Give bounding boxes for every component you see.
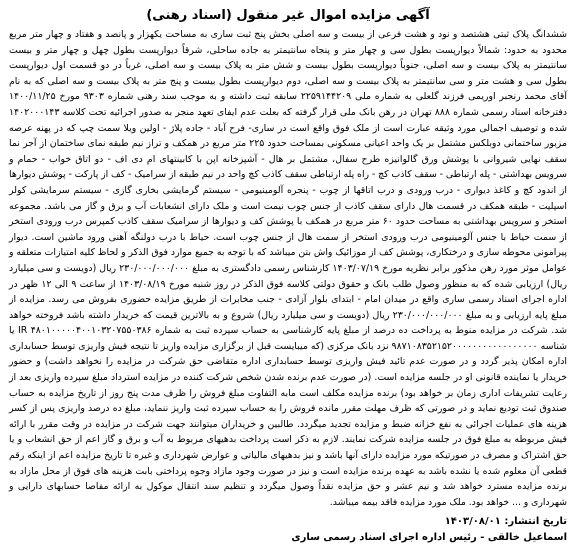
- notice-body: ششدانگ پلاک ثبتی هشتصد و نود و هشت فرعی از بیست و سه اصلی بخش پنج ثبت ساری به مساحت یکهزار و پانصد و هفتاد و چهار متر مربع محدود به حدود: شمالاً دیوارپست بطول سی و چهار متر و پنجاه سانتیمتر به جاده ساحلی، شرقاً دیوارپست بطول چهل و چهار متر و بیست سانتیمتر به پلاک بیست و سه اصلی، جنوباً دیوارپست بطول بیست و شش متر به پلاک بیست و سه اصلی، غرباً در دو قسمت اول دیوارپست بطول سی و هشت متر و سی سانتیمتر به پلاک بیست و سه اصلی، دوم دیوارپست بطول بیست و پنج متر به پلاک بیست و سه اصلی که به نام آقای محمد رنجبر اوریمی فرزند گلعلی به شماره ملی ۲۲۵۹۱۴۴۲۰۹ سابقه ثبت داشته و به موجب سند رهنی شماره ۹۳۰۳ مورخ ۱۴۰۰/۱۱/۲۵ دفترخانه اسناد رسمی شماره ۸۸۸ تهران در رهن بانک ملی قرار گرفته که بعلت عدم ایفای تعهد منجر به صدور اجرائیه تحت کلاسه ۱۴۰۲۰۰۰۱۴۳ شده و توصیف اجمالی مورد وثیقه عبارت است از ملک فوق واقع است در ساری- فرح آباد - جاده پلاژ - اولین ویلا سمت چپ که در پهنه عرصه مزبور ساختمانی دوبلکس مشتمل بر یک واحد اعیانی مسکونی بمساحت حدود ۲۲۵ متر مربع در همکف و تراز نیم طبقه نمای ساختمان از آجر نما سقف نهایی شیروانی با پوشش ورق گالوانیزه طرح سفال، مشتمل بر هال - آشپزخانه اپن با کابینتهای ام دی اف - دو اتاق خواب - حمام و سرویس بهداشتی - پله ارتباطی - سقف کاذب کچ - راه پله ارتباطی سقف کاذب کچ واحد در نیم طبقه از سرامیک - کف از پارکت - پوشش دیوارها از اندود کچ و کاغذ دیواری - درب ورودی و درب اتاقها از چوب - پنجره آلومینیومی - سیستم گرمایشی بخاری گازی - سیستم سرمایشی کولر اسپلیت - طبقه همکف در قسمت هال دارای سقف کاذب از جنس چوب نیمت است و ملک دارای انشعابات آب و برق و گاز می باشد. مجموعه استخر و سرویس بهداشتی به مساحت حدود ۶۰ متر مربع در همکف با پوشش کف و دیوارها از سرامیک سقف کاذب کمپرس درب ورودی استخر از سمت حیاط با جنس آلومینیومی درب ورودی استخر از سمت هال از جنس چوب است. حیاط با درب دولنگه آهنی ورود ماشین است. دیوار پیرامونی محوطه سازی و درختکاری، پوشش کف از موزائیک واش بتن میباشد که با توجه به جمیع موارد فوق الذکر و لحاظ کلیه امتیازات متعلقه و عوامل موثر مورد رهن مذکور برابر نظریه مورخ ۱۴۰۳/۰۷/۱۹ کارشناس رسمی دادگستری به مبلغ ۲۳۰/۰۰۰/۰۰۰/۰۰۰ ریال (دویست و سی میلیارد ریال) ارزیابی شده که به منظور وصول طلب بانک و حقوق دولتی کلاسه فوق الذکر در روز شنبه مورخ ۱۴۰۳/۰۸/۱۹ از ساعت ۹ الی ۱۲ ظهر در اداره اجرای اسناد رسمی ساری واقع در میدان امام - ابتدای بلوار آزادی - جنب مخابرات از طریق مزایده حضوری بفروش می رسد. مزایده از مبلغ پایه ارزیابی و به مبلغ ۲۳۰/۰۰۰/۰۰۰/۰۰۰ ریال (دویست و سی میلیارد ریال) شروع و به بالاترین قیمت که خریدار داشته باشد فروخته خواهد شد. شرکت در مزایده منوط به پرداخت ده درصد از مبلغ پایه کارشناسی به حساب سپرده ثبت به شماره IR ۴۸۰۱۰۰۰۰۰۴۰۰۱۰۳۲۰۷۵۵۰۳۸۶ یا شناسه ۹۸۷۱۰۸۳۵۲۱۵۲۰۰۰۰۰۰۰۰۰۰۰۰۰۰۰۰۰ نزد بانک مرکزی (که میبایست قبل از برگزاری مزایده واریز تا نتیجه فیش واریزی توسط حسابداری اداره امکان پذیر گردد و در صورت عدم تائید فیش واریزی توسط حسابداری اداره متقاضی حق شرکت در مزایده را نخواهد داشت) و حضور خریدار یا نماینده قانونی او در جلسه مزایده است. (در صورت عدم برنده شدن شخص شرکت کننده در مزایده استرداد مبلغ سپرده واریزی بعد از رعایت تشریفات اداری زمان بر خواهد بود) برنده مزایده مکلف است مابه التفاوت مبلغ فروش را ظرف مدت پنج روز از تاریخ مزایده به حساب صندوق ثبت تودیع نماید و در صورتی که ظرف مهلت مقرر مانده فروش را به حساب سپرده ثبت واریز ننماید، مبلغ ده درصد واریزی پس از کسر هزینه های عملیات اجرائی به نفع خزانه ضبط و مزایده تجدید میگردد. طالبین و خریداران میتوانند جهت شرکت در مزایده در وقت مقرر با ارائه فیش مربوطه به مبلغ فوق در جلسه مزایده شرکت نمایند. لازم به ذکر است پرداخت بدهیهای مربوط به آب و برق و گاز اعم از حق انشعاب و یا حق اشتراک و مصرف در صورتیکه مورد مزایده دارای آنها باشد و نیز بدهیهای مالیاتی و عوارض شهرداری و غیره تا تاریخ مزایده اعم از اینکه رقم قطعی آن معلوم شده یا نشده باشد به عهده برنده مزایده است و نیز در صورت وجود مازاد وجوه پرداختی بابت هزینه های فوق از محل مازاد به برنده مزایده مسترد خواهد شد و نیم عشر و حق مزایده نقداً وصول میگردد و تنظیم سند انتقال موکول به ارائه مفاصا حسابهای دارایی و شهرداری و ... خواهد بود. ملک مورد مزایده فاقد بیمه میباشد.: [9, 29, 568, 508]
- publication-date-value: ۱۴۰۳/۰۸/۰۱: [444, 516, 501, 528]
- signature: اسماعیل خالقی - رئیس اداره اجرای اسناد رسمی ساری: [291, 532, 567, 544]
- notice-title: آگهی مزایده اموال غیر منقول (اسناد رهنی): [146, 8, 430, 23]
- notice-footer: [9, 514, 567, 546]
- publication-date: [9, 514, 567, 530]
- publication-date-label: تاریخ انتشار:: [504, 516, 567, 528]
